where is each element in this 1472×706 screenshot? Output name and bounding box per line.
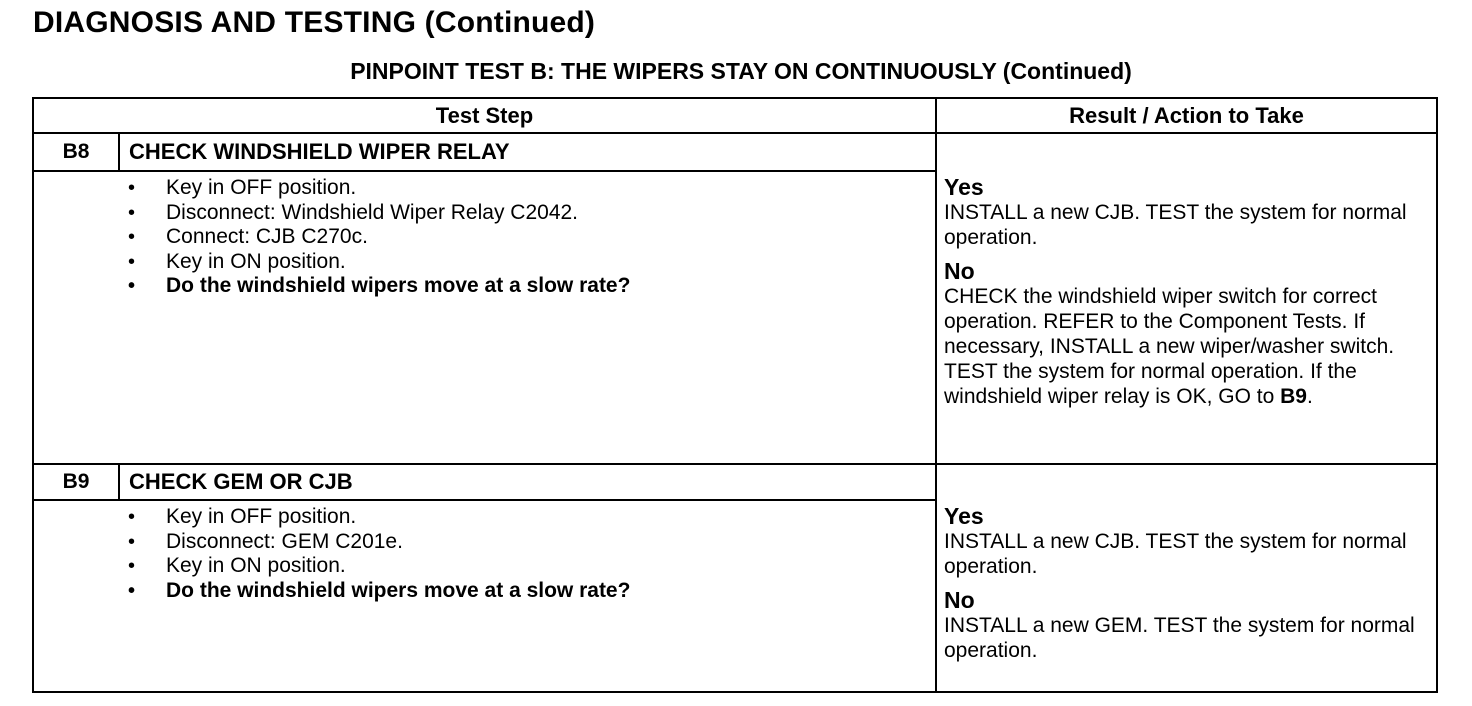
list-item: • Key in ON position. xyxy=(126,554,630,579)
no-action-end: . xyxy=(1306,385,1313,408)
b9-num-divider xyxy=(118,465,120,500)
no-label: No xyxy=(944,258,975,284)
step-title-b8: CHECK WINDSHIELD WIPER RELAY xyxy=(129,139,510,164)
step-number-b8: B8 xyxy=(62,140,90,163)
list-item-question: • Do the windshield wipers move at a slow rate? xyxy=(126,579,630,604)
step-title-b9: CHECK GEM OR CJB xyxy=(129,469,353,494)
yes-label: Yes xyxy=(944,174,984,200)
yes-label: Yes xyxy=(944,503,984,529)
goto-step-link[interactable]: B9 xyxy=(1280,385,1307,408)
b8-title-divider xyxy=(34,170,935,172)
step-b9-result xyxy=(944,503,1434,663)
page-title: DIAGNOSIS AND TESTING (Continued) xyxy=(33,6,596,39)
step-b8-result xyxy=(944,174,1434,409)
no-label: No xyxy=(944,587,975,613)
list-item: • Disconnect: GEM C201e. xyxy=(126,530,630,555)
test-step-header: Test Step xyxy=(435,103,534,128)
list-item: • Key in OFF position. xyxy=(126,176,630,201)
list-item: • Disconnect: Windshield Wiper Relay C2042. xyxy=(126,201,630,226)
b8-num-divider xyxy=(118,134,120,170)
result-header: Result / Action to Take xyxy=(1069,103,1304,128)
list-item: • Key in ON position. xyxy=(126,250,630,275)
no-action: INSTALL a new GEM. TEST the system for normal operation. xyxy=(944,614,1415,662)
pinpoint-test-title: PINPOINT TEST B: THE WIPERS STAY ON CONTINUOUSLY (Continued) xyxy=(350,58,1132,84)
yes-action: INSTALL a new CJB. TEST the system for normal operation. xyxy=(944,530,1407,578)
pinpoint-test-table xyxy=(32,97,1438,693)
no-action-text: CHECK the windshield wiper switch for correct operation. REFER to the Component Tests. If necessary, INSTALL a new wiper/washer switch. TEST the system for normal operation. If the windshield wiper relay is OK, GO to xyxy=(944,285,1395,408)
list-item-question: • Do the windshield wipers move at a slow rate? xyxy=(126,274,630,299)
step-b8-instructions xyxy=(126,176,630,299)
list-item: • Connect: CJB C270c. xyxy=(126,225,630,250)
yes-action: INSTALL a new CJB. TEST the system for normal operation. xyxy=(944,201,1407,249)
list-item: • Key in OFF position. xyxy=(126,505,630,530)
step-b9-instructions xyxy=(126,505,630,603)
no-action xyxy=(944,284,1434,409)
column-divider xyxy=(935,99,937,691)
step-number-b9: B9 xyxy=(62,470,90,493)
